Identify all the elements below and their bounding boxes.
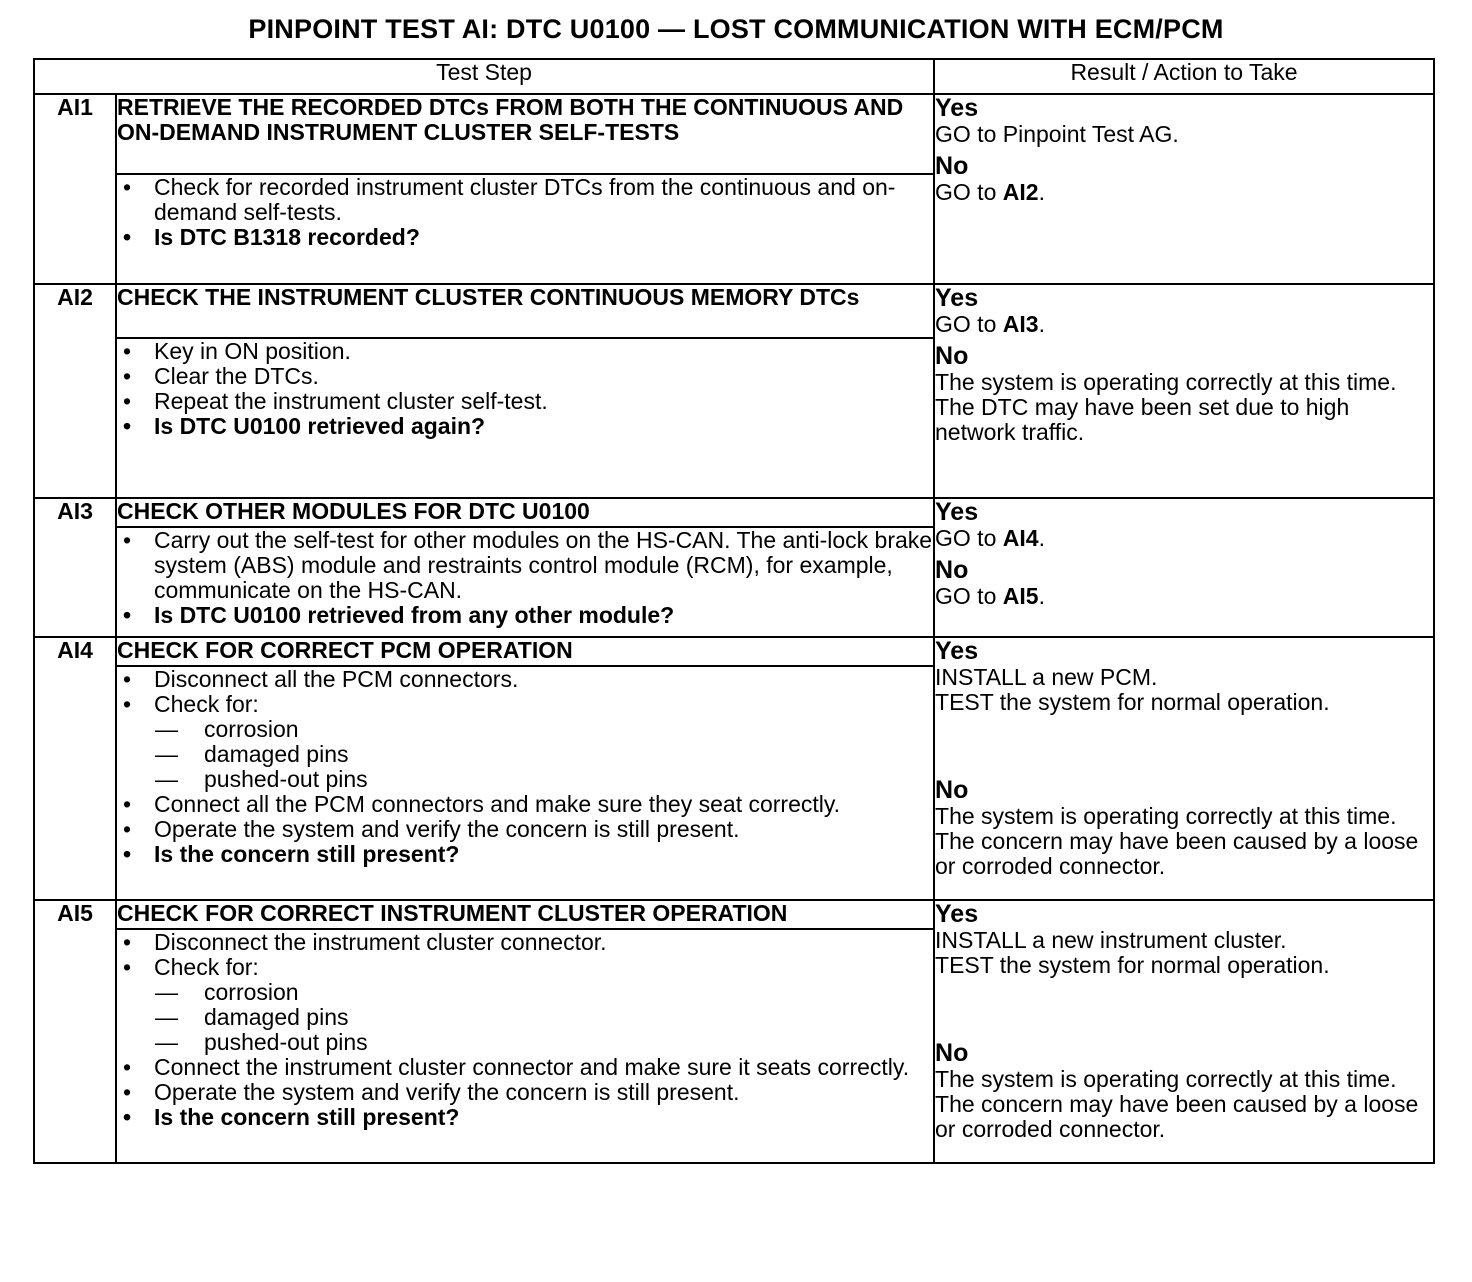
yes-action-test: TEST the system for normal operation. — [935, 689, 1330, 715]
result-no — [935, 777, 1433, 879]
step-id: AI3 — [34, 498, 116, 637]
step-heading: CHECK THE INSTRUMENT CLUSTER CONTINUOUS MEMORY DTCs — [116, 284, 934, 338]
step-bullet: • Connect all the PCM connectors and make sure they seat correctly. — [122, 791, 841, 817]
step-bullet: • Repeat the instrument cluster self-test. — [122, 388, 548, 414]
result-yes — [935, 285, 1433, 337]
pinpoint-test-table — [33, 58, 1435, 1164]
step-bullet: • Connect the instrument cluster connector and make sure it seats correctly. — [122, 1054, 910, 1080]
yes-label: Yes — [935, 900, 979, 928]
step-result — [934, 94, 1434, 284]
step-reference: AI2 — [1002, 179, 1039, 205]
step-heading: RETRIEVE THE RECORDED DTCs FROM BOTH THE CONTINUOUS AND ON-DEMAND INSTRUMENT CLUSTER SELF-TESTS — [116, 94, 934, 174]
step-id: AI5 — [34, 900, 116, 1163]
sub-item: — corrosion — [155, 716, 299, 742]
table-header-row — [34, 59, 1434, 94]
step-body — [116, 666, 934, 900]
result-yes — [935, 901, 1433, 978]
step-bullet: • Check for: — corrosion — damaged pins — pushed-out pins — [117, 955, 933, 1055]
yes-label: Yes — [935, 637, 979, 665]
step-question: • Is DTC B1318 recorded? — [122, 224, 420, 250]
sub-item: — pushed-out pins — [155, 766, 368, 792]
step-result — [934, 284, 1434, 498]
yes-label: Yes — [935, 498, 979, 526]
step-question: • Is the concern still present? — [122, 841, 460, 867]
sub-item: — corrosion — [155, 979, 299, 1005]
step-body — [116, 929, 934, 1163]
result-header: Result / Action to Take — [934, 59, 1434, 94]
no-action: The system is operating correctly at this time. The concern may have been caused by a loose or corroded connector. — [935, 1066, 1419, 1142]
no-label: No — [935, 1039, 969, 1067]
step-reference: AI5 — [1002, 583, 1039, 609]
sub-item: — pushed-out pins — [155, 1029, 368, 1055]
step-reference: AI4 — [1002, 525, 1039, 551]
yes-action: GO to Pinpoint Test AG. — [935, 121, 1179, 147]
result-yes — [935, 95, 1433, 147]
step-result — [934, 498, 1434, 637]
step-result — [934, 900, 1434, 1163]
step-heading: CHECK FOR CORRECT INSTRUMENT CLUSTER OPERATION — [116, 900, 934, 929]
yes-label: Yes — [935, 284, 979, 312]
no-label: No — [935, 776, 969, 804]
step-row-ai1-heading — [34, 94, 1434, 174]
step-bullet: • Disconnect all the PCM connectors. — [122, 666, 519, 692]
step-body — [116, 174, 934, 284]
yes-action: INSTALL a new PCM. — [935, 664, 1158, 690]
step-question: • Is the concern still present? — [122, 1104, 460, 1130]
no-action: The system is operating correctly at this time. The concern may have been caused by a loose or corroded connector. — [935, 803, 1419, 879]
step-bullet: • Key in ON position. — [122, 338, 351, 364]
step-bullet: • Clear the DTCs. — [122, 363, 319, 389]
result-no — [935, 343, 1433, 445]
yes-action: GO to AI3. — [935, 311, 1045, 337]
step-body — [116, 338, 934, 498]
step-bullet: • Operate the system and verify the concern is still present. — [122, 816, 740, 842]
step-heading: CHECK OTHER MODULES FOR DTC U0100 — [116, 498, 934, 527]
step-body — [116, 527, 934, 637]
test-step-header: Test Step — [34, 59, 934, 94]
result-no — [935, 1040, 1433, 1142]
step-id: AI2 — [34, 284, 116, 498]
step-row-ai3-heading — [34, 498, 1434, 527]
step-reference: AI3 — [1002, 311, 1039, 337]
step-row-ai2-heading — [34, 284, 1434, 338]
page-title: PINPOINT TEST AI: DTC U0100 — LOST COMMUNICATION WITH ECM/PCM — [248, 14, 1224, 44]
step-id: AI1 — [34, 94, 116, 284]
step-id: AI4 — [34, 637, 116, 900]
result-yes — [935, 499, 1433, 551]
no-action: GO to AI2. — [935, 179, 1045, 205]
no-action: The system is operating correctly at this time. The DTC may have been set due to high network traffic. — [935, 369, 1397, 445]
yes-label: Yes — [935, 94, 979, 122]
no-label: No — [935, 556, 969, 584]
no-label: No — [935, 342, 969, 370]
step-bullet: • Operate the system and verify the concern is still present. — [122, 1079, 740, 1105]
result-yes — [935, 638, 1433, 715]
result-no — [935, 153, 1433, 205]
step-heading: CHECK FOR CORRECT PCM OPERATION — [116, 637, 934, 666]
step-row-ai4-heading — [34, 637, 1434, 666]
sub-item: — damaged pins — [155, 1004, 349, 1030]
no-action: GO to AI5. — [935, 583, 1045, 609]
step-bullet: • Check for: — corrosion — damaged pins — pushed-out pins — [117, 692, 933, 792]
step-result — [934, 637, 1434, 900]
step-bullet: • Carry out the self-test for other modules on the HS-CAN. The anti-lock brake system (ABS) module and restraints control module (RCM), for example, communicate on the HS-CAN. — [122, 527, 933, 603]
no-label: No — [935, 152, 969, 180]
yes-action: INSTALL a new instrument cluster. — [935, 927, 1287, 953]
result-no — [935, 557, 1433, 609]
sub-item: — damaged pins — [155, 741, 349, 767]
step-bullet: • Check for recorded instrument cluster DTCs from the continuous and on-demand self-tests. — [122, 174, 896, 225]
step-row-ai5-heading — [34, 900, 1434, 929]
yes-action: GO to AI4. — [935, 525, 1045, 551]
step-bullet: • Disconnect the instrument cluster connector. — [122, 929, 607, 955]
yes-action-test: TEST the system for normal operation. — [935, 952, 1330, 978]
step-question: • Is DTC U0100 retrieved again? — [122, 413, 486, 439]
step-question: • Is DTC U0100 retrieved from any other module? — [122, 602, 675, 628]
